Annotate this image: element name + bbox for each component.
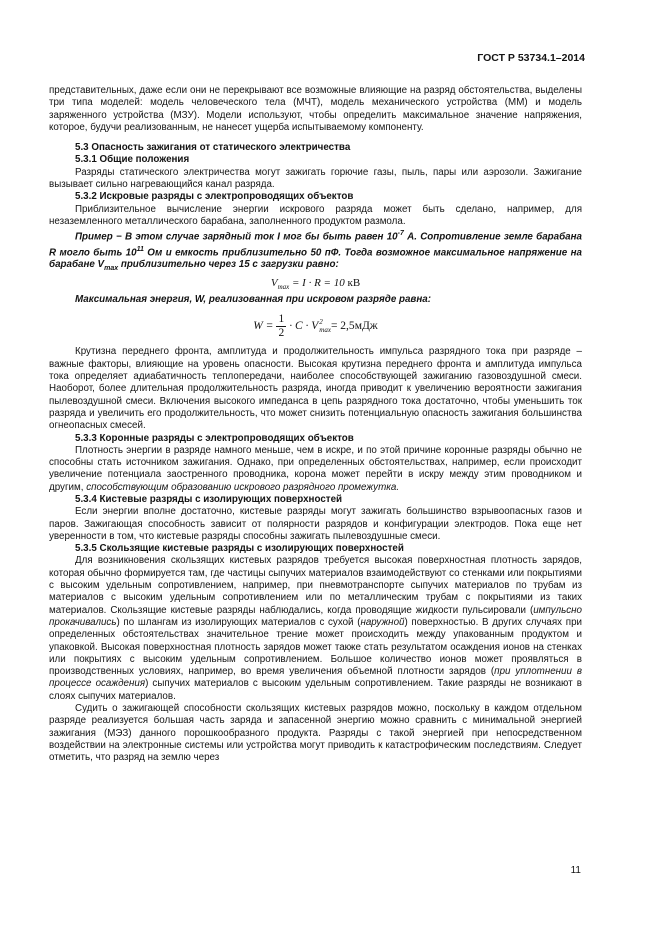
standard-header: ГОСТ Р 53734.1–2014 [477,52,585,64]
section-5-3-5-title: 5.3.5 Скользящие кистевые разряды с изолирующих поверхностей [75,543,404,555]
section-5-3-2-text: Приблизительное вычисление энергии искрового разряда может быть сделано, например, для незаземленного металлического барабана, заполненного продуктом размола. [49,203,582,227]
section-5-3-5-paragraph-1: Для возникновения скользящих кистевых разрядов требуется высокая поверхностная плотность зарядов, которая обычно формируется там, где частицы сыпучих материалов взаимодействуют со стенками или покрытиями с высоким удельным сопротивлением, например, при пневмотранспорте сыпучих материалов по трубам из материалов с высоким удельным сопротивлением или по металлическим трубам с покрытиями из таких материалов. Скользящие кистевые разряды наблюдались, когда проводящие жидкости пульсировали (импульсно прокачивались) по шлангам из изолирующих материалов с сухой (наружной) поверхностью. В других случаях при определенных обстоятельствах значительное трение может происходить между упакованным продуктом и упаковкой. Высокая поверхностная плотность зарядов может также стать результатом осаждения ионов на стенках или покрытиях с высоким удельным сопротивлением. Большое количество ионов может проявляться в производственных условиях, например, во время увеличения объемной плотности зарядов (при уплотнении в процессе осаждения) сыпучих материалов с высоким удельным сопротивлением. Такие разряды не возникают в слоях сыпучих материалов. [49,555,582,702]
intro-paragraph: представительных, даже если они не перекрывают все возможные влияющие на разряд обстоятельства, выделены три типа моделей: модель человеческого тела (МЧТ), модель механического устройства (ММ) и модель заряженного устройства (МЗУ). Модели используют, чтобы определить максимальное значение напряжения, которое, будучи реализованным, не нанесет ущерба испытываемому компоненту. [49,85,582,133]
one-half-fraction: $\frac{1}{2}$ [278,312,285,339]
page-number: 11 [570,865,581,876]
section-5-3-2-title: 5.3.2 Искровые разряды с электропроводящих объектов [75,191,354,203]
section-5-3-1-text: Разряды статического электричества могут зажигать горючие газы, пыль, пары или аэрозоли. Зажигание вызывает сильно нагревающийся канал разряда. [49,166,582,191]
energy-label: Максимальная энергия, W, реализованная при искровом разряде равна: [75,294,431,306]
section-5-3-5-paragraph-2: Судить о зажигающей способности скользящих кистевых разрядов можно, поскольку в каждом отдельном разряде реализуется большая часть заряда и запасенной энергию можно сравнить с минимальной энергией зажигания (МЭЗ) данного порошкообразного продукта. Разряды с такой энергией при непосредственном воздействии на электронные системы или устройства могут приводить к катастрофическим последствиям. Следует отметить, что разряд на землю через [49,703,582,764]
section-5-3-3-text: Плотность энергии в разряде намного меньше, чем в искре, и по этой причине коронные разряды обычно не способны стать источником зажигания. Однако, при определенных обстоятельствах, например, если происходит увеличение потенциала заостренного проводника, корона может перейти в искру между этим проводником и другим, способствующим образованию искрового разрядного промежутка. [49,444,582,493]
section-5-3-4-text: Если энергии вполне достаточно, кистевые разряды могут зажигать большинство взрывоопасных газов и паров. Зажигающая способность зависит от полярности разрядов и конфигурации электродов. Пока еще нет уверенности в том, что кистевые разряды способны зажигать пылевоздушные смеси. [49,506,582,542]
section-5-3-4-title: 5.3.4 Кистевые разряды с изолирующих поверхностей [75,493,343,505]
section-5-3-3-title: 5.3.3 Коронные разряды с электропроводящих объектов [75,432,354,444]
section-5-3-2-paragraph-2: Крутизна переднего фронта, амплитуда и продолжительность импульса разрядного тока при разряде – важные факторы, влияющие на уровень опасности. Высокая крутизна переднего фронта и амплитуда импульса тока определяет адиабатичность теплопередачи, наиболее способствующей зажиганию газовоздушной смеси. Наоборот, более длительная продолжительность разряда, иногда приводит к увеличению вероятности зажигания пылевоздушной смеси. Включения высокого импеданса в цепь разрядного тока достаточно, чтобы уменьшить ток разряда и увеличить его продолжительность, что может снизить потенциальную опасность зажигания большинства огнеопасных смесей. [49,346,582,432]
example-paragraph: Пример − В этом случае зарядный ток I мог бы быть равен $10^{-7}$ А. Сопротивление земле барабана R могло быть $10^{11}$ Ом и емкость приблизительно 50 пФ. Тогда возможное максимальное напряжение на барабане $V_{max}$ приблизительно через 15 с загрузки равно: [49,230,582,273]
section-5-3-1-title: 5.3.1 Общие положения [75,154,190,166]
voltage-equation: $V_{max} = I \cdot R = 10$ кВ [270,276,361,291]
energy-equation: W = $\frac{1}{2}$ · C · V 2 max = 2,5 мДж [253,312,378,339]
page-body [49,85,582,765]
section-5-3-title: 5.3 Опасность зажигания от статического электричества [75,142,351,154]
